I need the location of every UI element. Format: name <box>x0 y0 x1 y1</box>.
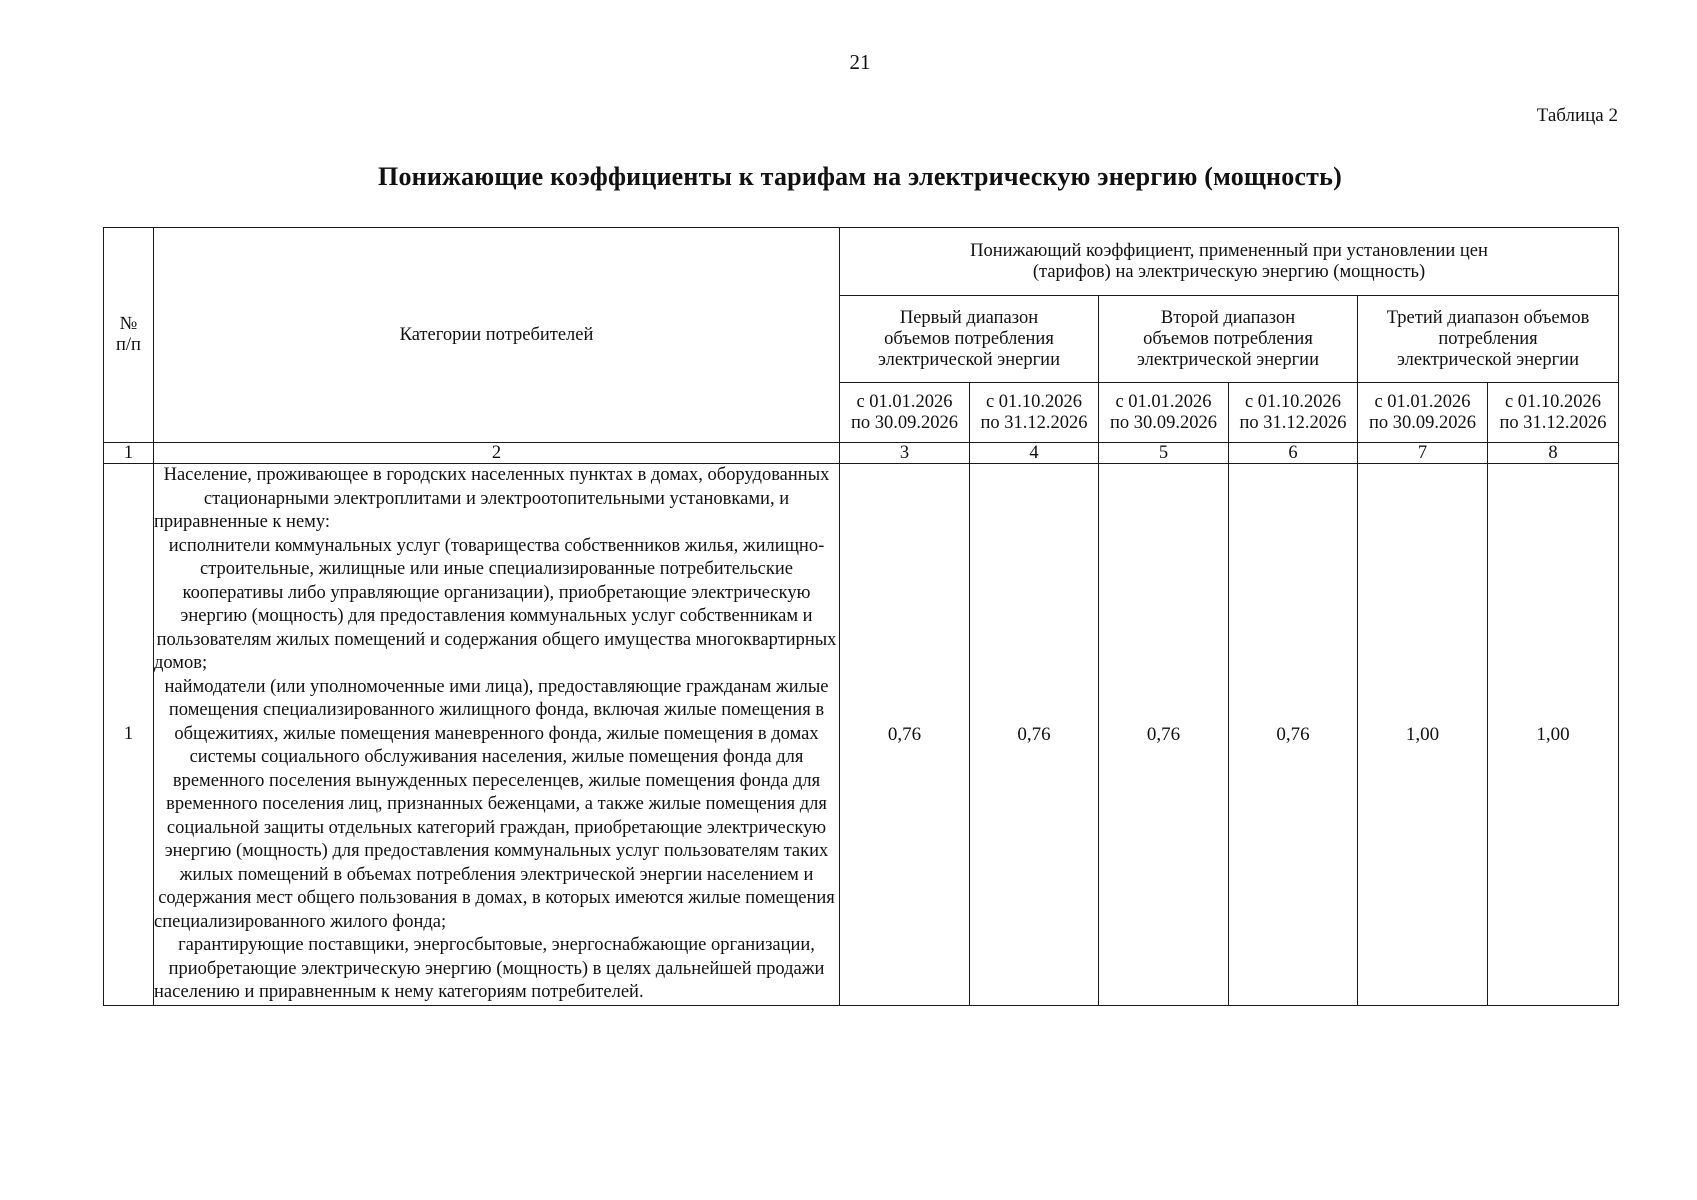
column-number: 6 <box>1229 443 1358 464</box>
row-number: 1 <box>104 464 154 1006</box>
column-number: 2 <box>154 443 840 464</box>
period-5-to: по 30.09.2026 <box>1368 412 1477 433</box>
period-1-from: с 01.01.2026 <box>856 391 953 412</box>
table-caption: Таблица 2 <box>1536 105 1618 126</box>
coefficient-value: 1,00 <box>1358 464 1488 1006</box>
column-number: 8 <box>1488 443 1619 464</box>
column-number: 3 <box>840 443 970 464</box>
header-period-5 <box>1358 383 1488 443</box>
category-paragraph: гарантирующие поставщики, энергосбытовые, энергоснабжающие организации, приобретающие электрическую энергию (мощность) в целях дальнейшей продажи населению и приравненным к нему категориям потребителей. <box>154 935 825 1002</box>
period-3-from: с 01.01.2026 <box>1115 391 1212 412</box>
period-2-to: по 31.12.2026 <box>980 412 1088 433</box>
header-period-1 <box>840 383 970 443</box>
header-period-6 <box>1488 383 1619 443</box>
coefficient-value: 0,76 <box>970 464 1099 1006</box>
column-number: 5 <box>1099 443 1229 464</box>
header-range-3: Третий диапазон объемов потребления электрической энергии <box>1358 296 1619 383</box>
document-title: Понижающие коэффициенты к тарифам на электрическую энергию (мощность) <box>378 162 1342 191</box>
header-category-col: Категории потребителей <box>154 228 840 443</box>
header-row-group <box>104 228 1619 296</box>
period-5-from: с 01.01.2026 <box>1374 391 1471 412</box>
category-paragraph: исполнители коммунальных услуг (товарищества собственников жилья, жилищно-строительные, жилищные или иные специализированные потребительские кооперативы либо управляющие организации), приобретающие электрическую энергию (мощность) для предоставления коммунальных услуг собственникам и пользователям жилых помещений и содержания общего имущества многоквартирных домов; <box>154 535 837 673</box>
period-2-from: с 01.10.2026 <box>985 391 1083 412</box>
period-6-from: с 01.10.2026 <box>1504 391 1602 412</box>
header-range-1: Первый диапазон объемов потребления электрической энергии <box>840 296 1099 383</box>
coefficient-value: 1,00 <box>1488 464 1619 1006</box>
period-4-from: с 01.10.2026 <box>1244 391 1342 412</box>
page-number: 21 <box>849 50 871 74</box>
column-number: 7 <box>1358 443 1488 464</box>
coefficients-table <box>103 227 1619 1006</box>
header-num-col: № п/п <box>104 228 154 443</box>
category-paragraph: Население, проживающее в городских населенных пунктах в домах, оборудованных стационарными электроплитами и электроотопительными установками, и приравненные к нему: <box>154 465 830 532</box>
period-6-to: по 31.12.2026 <box>1499 412 1607 433</box>
column-number: 4 <box>970 443 1099 464</box>
consumer-category-description <box>154 464 840 1006</box>
column-numbers-row <box>104 443 1619 464</box>
header-period-2 <box>970 383 1099 443</box>
header-range-2: Второй диапазон объемов потребления электрической энергии <box>1099 296 1358 383</box>
coefficient-value: 0,76 <box>1099 464 1229 1006</box>
header-period-3 <box>1099 383 1229 443</box>
period-4-to: по 31.12.2026 <box>1239 412 1347 433</box>
coefficient-value: 0,76 <box>1229 464 1358 1006</box>
table-row <box>104 464 1619 1006</box>
column-number: 1 <box>104 443 154 464</box>
category-paragraph: наймодатели (или уполномоченные ими лица), предоставляющие гражданам жилые помещения специализированного жилищного фонда, включая жилые помещения в общежитиях, жилые помещения маневренного фонда, жилые помещения в домах системы социального обслуживания населения, жилые помещения фонда для временного поселения вынужденных переселенцев, жилые помещения фонда для временного поселения лиц, признанных беженцами, а также жилые помещения для социальной защиты отдельных категорий граждан, приобретающие электрическую энергию (мощность) для предоставления коммунальных услуг пользователям таких жилых помещений в объемах потребления электрической энергии населением и содержания мест общего пользования в домах, в которых имеются жилые помещения специализированного жилого фонда; <box>154 676 835 932</box>
header-period-4 <box>1229 383 1358 443</box>
period-3-to: по 30.09.2026 <box>1109 412 1218 433</box>
header-coefficient-group: Понижающий коэффициент, примененный при установлении цен (тарифов) на электрическую энергию (мощность) <box>840 228 1619 296</box>
coefficient-value: 0,76 <box>840 464 970 1006</box>
period-1-to: по 30.09.2026 <box>850 412 959 433</box>
